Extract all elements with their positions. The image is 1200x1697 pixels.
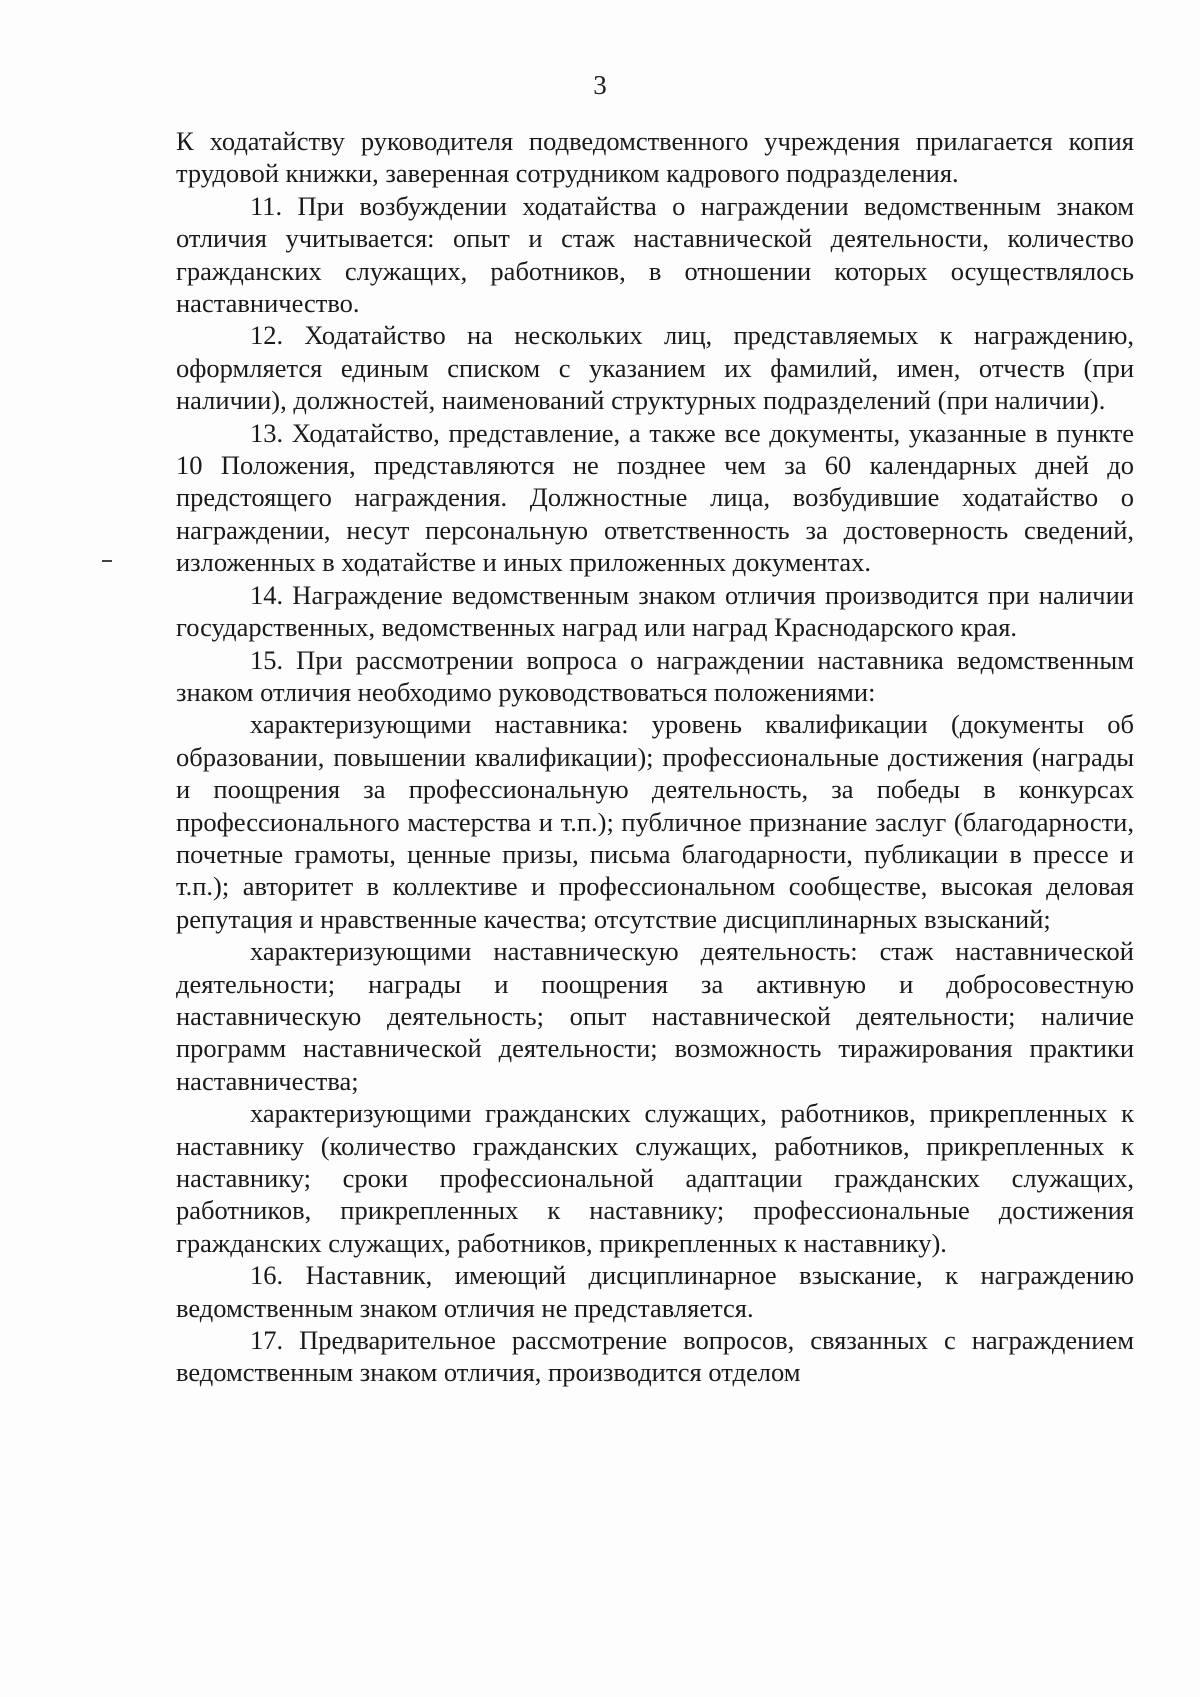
paragraph-13: 13. Ходатайство, представление, а также все документы, указанные в пункте 10 Положения, представляются не позднее чем за 60 календарных дней до предстоящего награждения. Должностные лица, возбудившие ходатайство о награждении, несут персональную ответственность за достоверность сведений, изложенных в ходатайстве и иных приложенных документах. <box>176 417 1134 578</box>
document-body <box>176 125 1134 1389</box>
paragraph-16: 16. Наставник, имеющий дисциплинарное взыскание, к награждению ведомственным знаком отличия не представляется. <box>176 1260 1134 1323</box>
paragraph-15-item-mentor: характеризующими наставника: уровень квалификации (документы об образовании, повышении квалификации); профессиональные достижения (награды и поощрения за профессиональную деятельность, за победы в конкурсах профессионального мастерства и т.п.); публичное признание заслуг (благодарности, почетные грамоты, ценные призы, письма благодарности, публикации в прессе и т.п.); авторитет в коллективе и профессиональном сообществе, высокая деловая репутация и нравственные качества; отсутствие дисциплинарных взысканий; <box>176 709 1134 934</box>
margin-mark <box>102 560 112 562</box>
paragraph-11: 11. При возбуждении ходатайства о награждении ведомственным знаком отличия учитывается: опыт и стаж наставнической деятельности, количество гражданских служащих, работников, в отношении которых осуществлялось наставничество. <box>176 190 1134 319</box>
paragraph-continuation: К ходатайству руководителя подведомственного учреждения прилагается копия трудовой книжки, заверенная сотрудником кадрового подразделения. <box>176 126 1134 189</box>
paragraph-15-item-activity: характеризующими наставническую деятельность: стаж наставнической деятельности; награды и поощрения за активную и добросовестную наставническую деятельность; опыт наставнической деятельности; наличие программ наставнической деятельности; возможность тиражирования практики наставничества; <box>176 936 1134 1096</box>
paragraph-12: 12. Ходатайство на нескольких лиц, представляемых к награждению, оформляется единым списком с указанием их фамилий, имен, отчеств (при наличии), должностей, наименований структурных подразделений (при наличии). <box>176 320 1134 416</box>
paragraph-17: 17. Предварительное рассмотрение вопросов, связанных с награждением ведомственным знаком отличия, производится отделом <box>176 1325 1134 1388</box>
paragraph-15: 15. При рассмотрении вопроса о награждении наставника ведомственным знаком отличия необходимо руководствоваться положениями: <box>176 644 1134 707</box>
paragraph-15-item-employees: характеризующими гражданских служащих, работников, прикрепленных к наставнику (количество гражданских служащих, работников, прикрепленных к наставнику; сроки профессиональной адаптации гражданских служащих, работников, прикрепленных к наставнику; профессиональные достижения гражданских служащих, работников, прикрепленных к наставнику). <box>176 1098 1134 1258</box>
page-number: 3 <box>593 70 607 100</box>
paragraph-14: 14. Награждение ведомственным знаком отличия производится при наличии государственных, ведомственных наград или наград Краснодарского края. <box>176 579 1134 643</box>
